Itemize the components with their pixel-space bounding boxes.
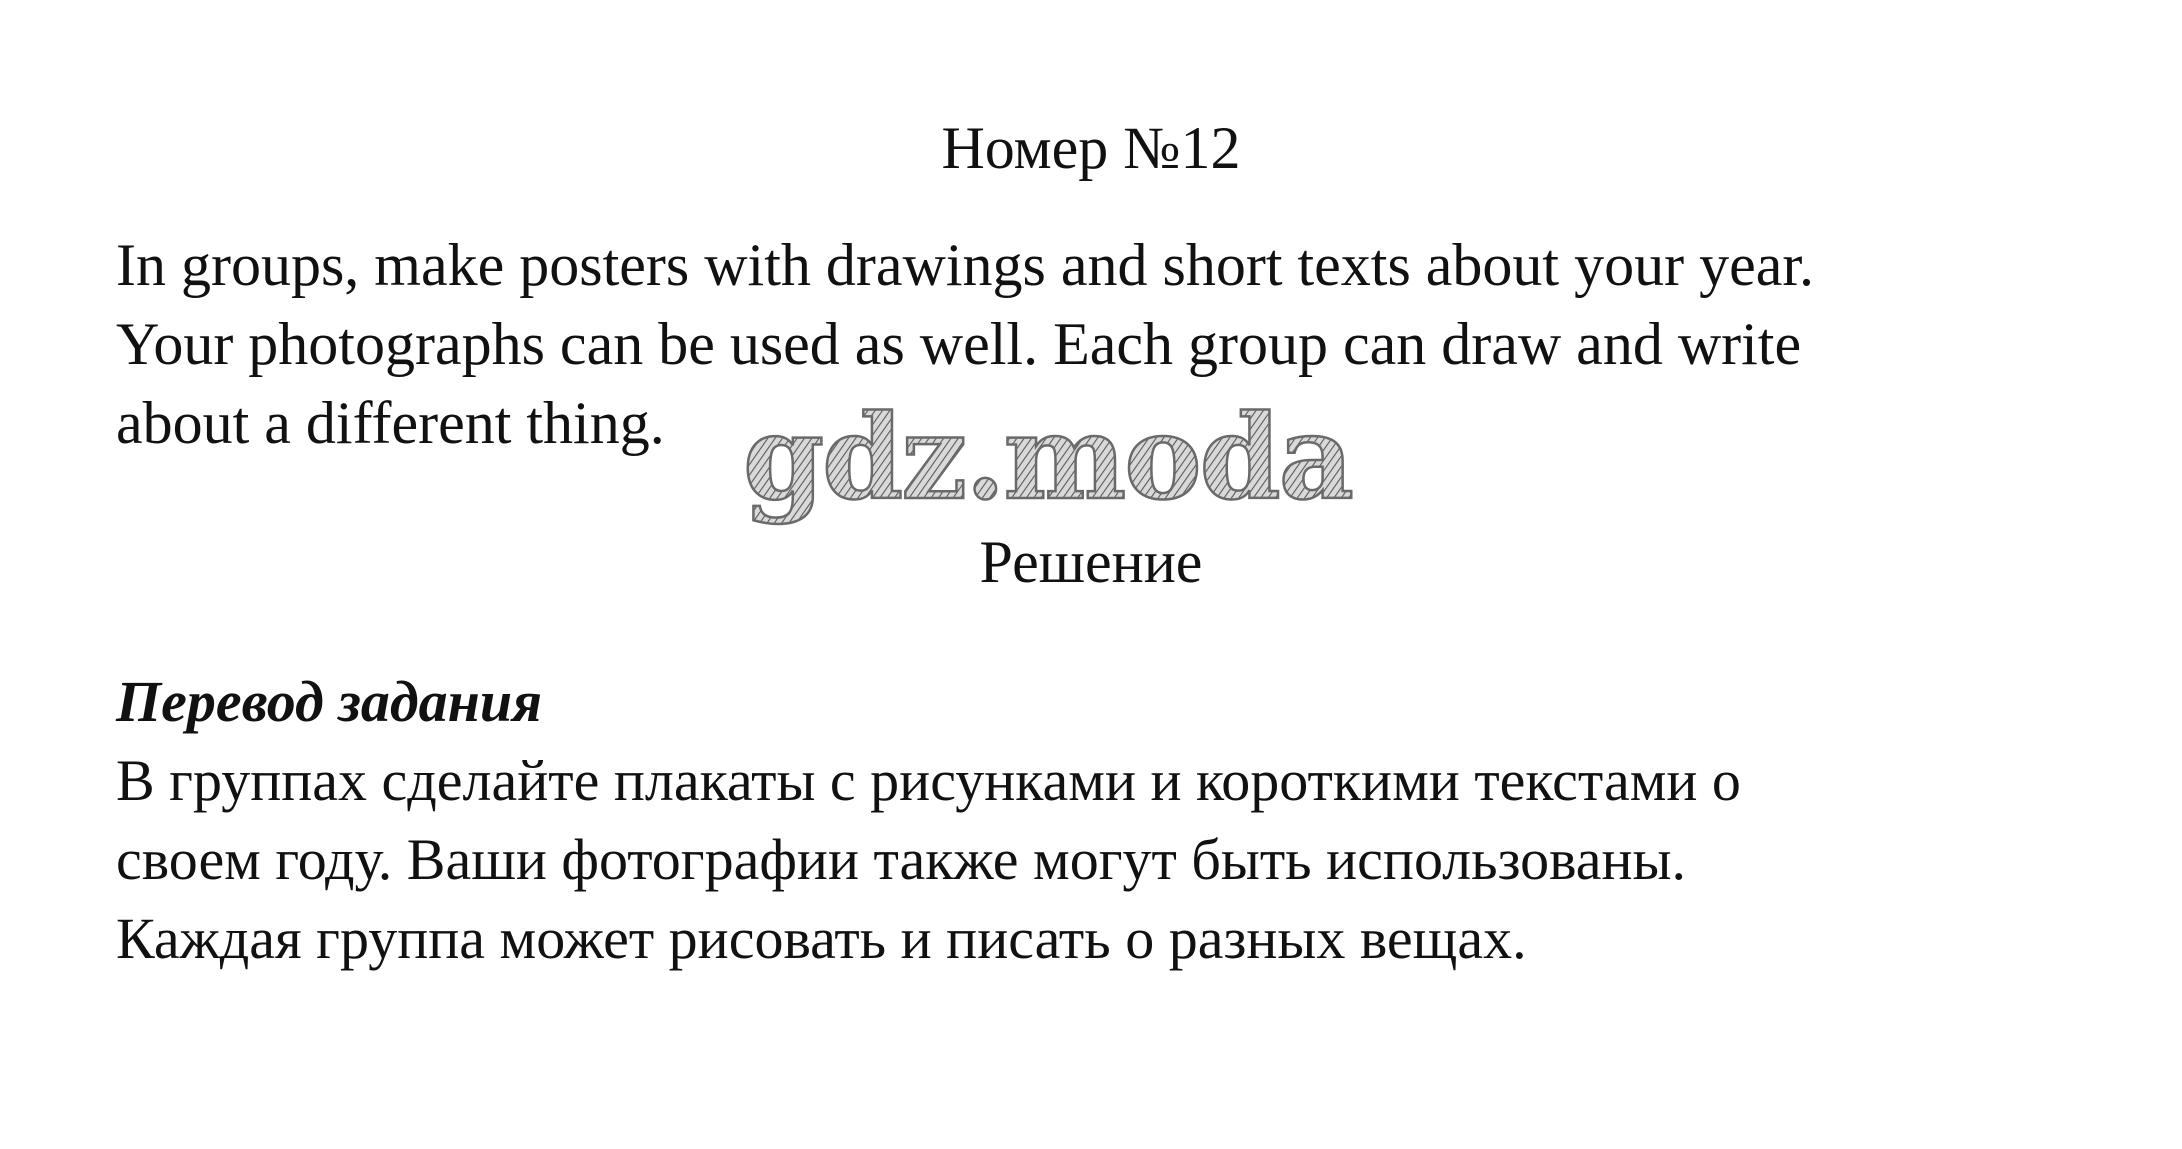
task-text: In groups, make posters with drawings and short texts about your year. Your photographs can be used as well. Each group can draw and write about a different thing. (116, 232, 1815, 456)
watermark-text: gdz.moda (743, 390, 1352, 526)
exercise-title: Номер №12 (941, 115, 1241, 181)
translation-heading: Перевод задания (116, 669, 542, 734)
watermark-logo (735, 390, 1355, 540)
solution-label: Решение (979, 529, 1203, 595)
translation-text: В группах сделайте плакаты с рисунками и короткими текстами о своем году. Ваши фотографии также могут быть использованы. Каждая группа может рисовать и писать о разных вещах. (116, 748, 1741, 971)
